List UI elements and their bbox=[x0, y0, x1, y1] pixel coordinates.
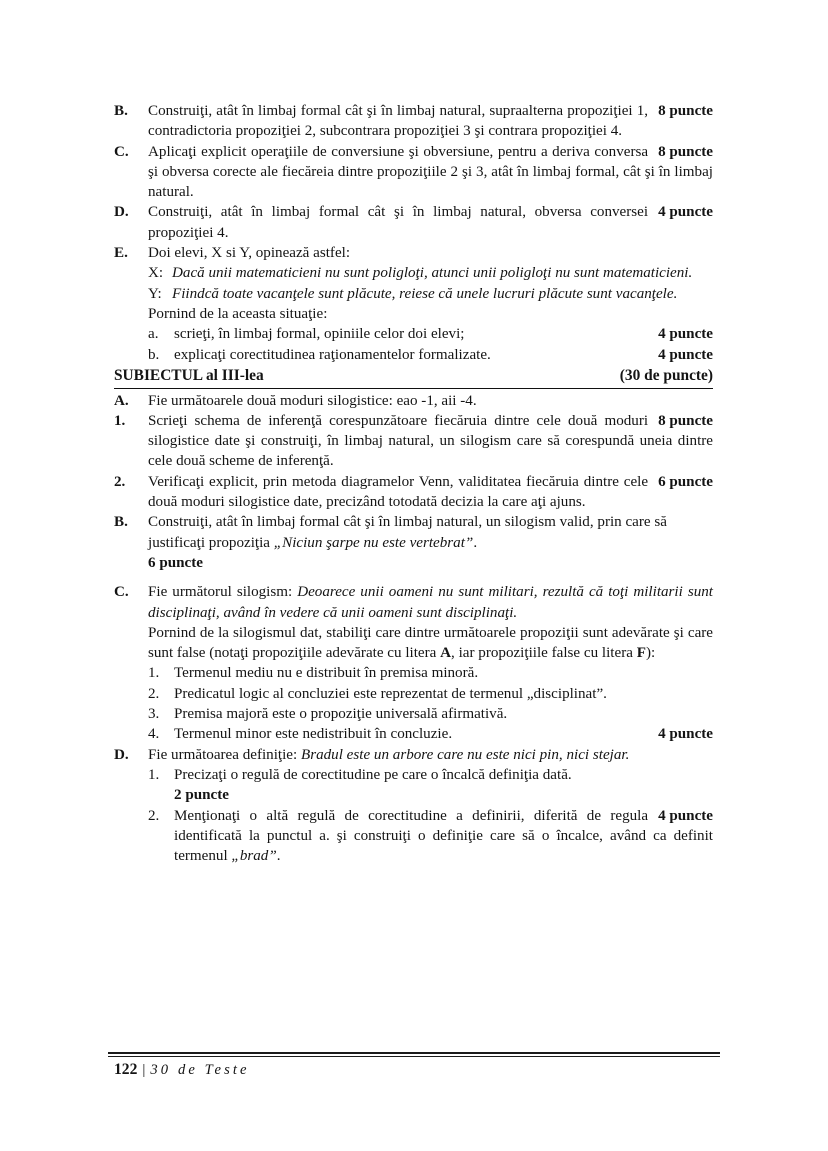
item-d-definition-line bbox=[148, 745, 713, 765]
subitem-body bbox=[174, 806, 713, 867]
subitem-body: scrieţi, în limbaj formal, opiniile celor doi elevi; bbox=[174, 326, 465, 343]
item-b-quote: „Niciun şarpe nu este vertebrat” bbox=[273, 534, 474, 551]
footer-separator: | bbox=[142, 1062, 146, 1078]
opinion-statement: Dacă unii matematicieni nu sunt poligloţi, atunci unii poligloţi nu sunt matematicieni. bbox=[172, 265, 693, 282]
item-label: A. bbox=[114, 392, 129, 409]
subitem-marker: 2. bbox=[148, 807, 160, 824]
subitem-marker: 2. bbox=[148, 685, 160, 702]
page-footer bbox=[114, 1061, 250, 1079]
points-badge: 8 puncte bbox=[658, 412, 713, 429]
subitem-marker: 1. bbox=[148, 766, 160, 783]
item-c-lead: Fie următorul silogism: bbox=[148, 584, 298, 601]
item-e-sectionII bbox=[114, 243, 713, 365]
opinion-speaker: X: bbox=[148, 265, 164, 282]
subitem-marker: 3. bbox=[148, 706, 160, 723]
subitem-body: Predicatul logic al concluziei este reprezentat de termenul „disciplinat”. bbox=[174, 685, 607, 702]
subitem-text bbox=[174, 324, 713, 344]
instruction-part-2: , iar propoziţiile false cu litera bbox=[451, 645, 637, 662]
proposition-text: Termenul minor este nedistribuit în concluzie. bbox=[174, 726, 453, 743]
section-points: (30 de puncte) bbox=[619, 366, 713, 384]
points-badge: 4 puncte bbox=[658, 346, 713, 363]
item-label: E. bbox=[114, 245, 128, 262]
footer-divider bbox=[108, 1052, 720, 1057]
item-text bbox=[148, 411, 713, 472]
subitem-marker: 1. bbox=[148, 665, 160, 682]
subitem-body: Precizaţi o regulă de corectitudine pe care o încalcă definiţia dată. bbox=[174, 766, 572, 783]
item-body: Fie următoarele două moduri silogistice: eao -1, aii -4. bbox=[148, 392, 477, 409]
item-b-sectionII bbox=[114, 101, 713, 142]
item-c-instruction bbox=[148, 623, 713, 664]
item-c-syllogism-line bbox=[148, 582, 713, 623]
section-heading-subiectul-iii bbox=[114, 366, 713, 389]
letter-true: A bbox=[440, 645, 452, 662]
subitem-text-before: Menţionaţi o altă regulă de corectitudine a definirii, diferită de regula identificată la punctul a. şi construiţi o definiţie care să o încalce, având ca definit termenul bbox=[174, 807, 713, 865]
item-d-sectionII bbox=[114, 202, 713, 243]
subitem-text bbox=[174, 345, 713, 365]
item-e-subitem-a bbox=[148, 324, 713, 344]
item-b-sectionIII bbox=[114, 512, 713, 573]
subitem-body: explicaţi corectitudinea raţionamentelor formalizate. bbox=[174, 346, 491, 363]
points-badge: 8 puncte bbox=[658, 103, 713, 119]
points-badge: 2 puncte bbox=[174, 787, 229, 804]
item-d-subitem-2 bbox=[148, 806, 713, 867]
subitem-text-after: . bbox=[276, 848, 281, 865]
proposition-1 bbox=[148, 663, 713, 683]
letter-false: F bbox=[636, 645, 646, 662]
item-c-sectionIII bbox=[114, 582, 713, 744]
item-c-syllogism: Deoarece unii oameni nu sunt militari, rezultă că toţi militarii sunt disciplinaţi, având în vedere că unii oameni sunt disciplinaţi. bbox=[148, 584, 713, 621]
section-title: SUBIECTUL al III-lea bbox=[114, 366, 264, 384]
page-content bbox=[114, 101, 713, 866]
opinion-speaker: Y: bbox=[148, 285, 162, 302]
item-label: C. bbox=[114, 143, 129, 160]
item-text bbox=[148, 101, 713, 142]
item-text bbox=[148, 472, 713, 513]
item-label: 2. bbox=[114, 473, 126, 490]
item-label: B. bbox=[114, 103, 128, 119]
proposition-3 bbox=[148, 704, 713, 724]
item-label: D. bbox=[114, 204, 129, 221]
item-a-sectionIII bbox=[114, 391, 713, 411]
item-d-definition: Bradul este un arbore care nu este nici pin, nici stejar. bbox=[300, 746, 630, 763]
item-d-sectionIII bbox=[114, 745, 713, 867]
item-text bbox=[148, 202, 713, 243]
item-body: Verificaţi explicit, prin metoda diagramelor Venn, validitatea fiecăruia dintre cele două moduri silogistice date, precizând totodată decizia la care aţi ajuns. bbox=[148, 473, 649, 511]
instruction-part-1: Pornind de la silogismul dat, stabiliţi care dintre următoarele propoziţii sunt adevărate şi care sunt false (notaţi propoziţiile adevărate cu litera bbox=[148, 624, 713, 662]
points-badge: 8 puncte bbox=[658, 143, 713, 160]
subitem-body: Premisa majoră este o propoziţie universală afirmativă. bbox=[174, 706, 508, 723]
item-c-sectionII bbox=[114, 142, 713, 203]
item-2-sectionIII bbox=[114, 472, 713, 513]
points-badge: 4 puncte bbox=[658, 807, 713, 824]
item-label: 1. bbox=[114, 412, 126, 429]
item-body: Scrieţi schema de inferenţă corespunzătoare fiecăruia dintre cele două moduri silogistice date şi construiţi, în limbaj natural, un silogism care să corespundă uneia dintre cele două scheme de inferenţă. bbox=[148, 412, 713, 470]
points-badge: 6 puncte bbox=[658, 473, 713, 490]
item-text bbox=[148, 142, 713, 203]
item-b-text-before: Construiţi, atât în limbaj formal cât şi în limbaj natural, un silogism valid, prin care să justificaţi propoziţia bbox=[148, 514, 667, 551]
item-1-sectionIII bbox=[114, 411, 713, 472]
item-body bbox=[148, 512, 713, 553]
book-title: 30 de Teste bbox=[150, 1062, 250, 1078]
subitem-quote: „brad” bbox=[231, 848, 277, 865]
instruction-part-3: ): bbox=[645, 645, 656, 662]
points-badge: 6 puncte bbox=[148, 554, 203, 571]
item-body: Construiţi, atât în limbaj formal cât şi în limbaj natural, supraalterna propoziţiei 1, contradictoria propoziţiei 2, subcontrara propoziţiei 3 şi contrara propoziţiei 4. bbox=[148, 103, 649, 140]
item-label: B. bbox=[114, 514, 128, 531]
points-badge: 4 puncte bbox=[658, 204, 713, 221]
subitem-marker: 4. bbox=[148, 726, 160, 743]
item-label: D. bbox=[114, 746, 129, 763]
item-e-leadin: Pornind de la aceasta situaţie: bbox=[148, 305, 328, 322]
subitem-marker: a. bbox=[148, 326, 159, 343]
item-d-subitem-1 bbox=[148, 765, 713, 806]
subitem-body: Termenul mediu nu e distribuit în premisa minoră. bbox=[174, 665, 479, 682]
item-e-subitem-b bbox=[148, 345, 713, 365]
footer-rule-thin bbox=[108, 1056, 720, 1057]
proposition-2 bbox=[148, 684, 713, 704]
points-badge: 4 puncte bbox=[658, 326, 713, 343]
opinion-x bbox=[148, 263, 713, 283]
item-body: Construiţi, atât în limbaj formal cât şi în limbaj natural, obversa conversei propoziţiei 4. bbox=[148, 204, 649, 241]
item-body: Aplicaţi explicit operaţiile de conversiune şi obversiune, pentru a deriva conversa şi obversa corecte ale fiecăreia dintre propoziţiile 2 şi 3, atât în limbaj formal, cât şi în limbaj natural. bbox=[148, 143, 713, 201]
points-badge: 4 puncte bbox=[658, 726, 713, 743]
subitem-marker: b. bbox=[148, 346, 160, 363]
item-d-lead: Fie următoarea definiţie: bbox=[148, 746, 301, 763]
subitem-body bbox=[174, 724, 713, 744]
proposition-4 bbox=[148, 724, 713, 744]
spacer bbox=[114, 573, 713, 582]
opinion-statement: Fiindcă toate vacanţele sunt plăcute, reiese că unele lucruri plăcute sunt vacanţele. bbox=[172, 285, 678, 302]
opinion-y bbox=[148, 284, 713, 304]
item-b-text-after: . bbox=[473, 534, 478, 551]
item-label: C. bbox=[114, 584, 129, 601]
page-number: 122 bbox=[114, 1061, 138, 1078]
item-e-intro: Doi elevi, X si Y, opinează astfel: bbox=[148, 245, 351, 262]
